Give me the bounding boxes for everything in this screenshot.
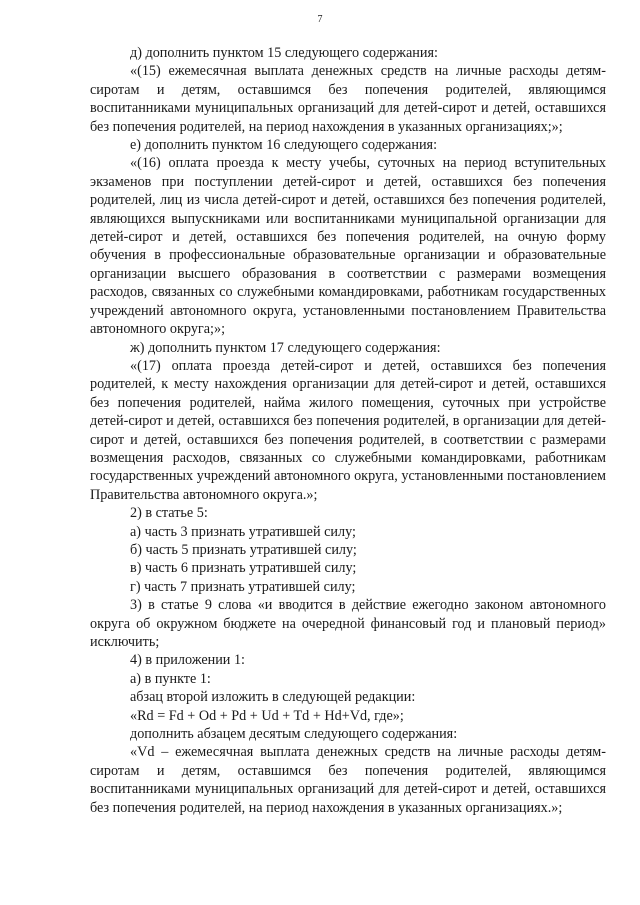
document-body xyxy=(90,44,606,817)
paragraph-tenth-abzac: дополнить абзацем десятым следующего содержания: xyxy=(130,726,458,743)
formula-rd: «Rd = Fd + Od + Pd + Ud + Td + Hd+Vd, где»; xyxy=(130,707,404,724)
paragraph-part-6: в) часть 6 признать утратившей силу; xyxy=(130,560,357,577)
paragraph-item-zh: ж) дополнить пунктом 17 следующего содержания: xyxy=(130,339,441,356)
paragraph-part-7: г) часть 7 признать утратившей силу; xyxy=(130,578,356,595)
page-number: 7 xyxy=(317,14,323,25)
paragraph-part-5: б) часть 5 признать утратившей силу; xyxy=(130,541,357,558)
paragraph-second-abzac: абзац второй изложить в следующей редакции: xyxy=(130,689,416,706)
paragraph-point-16: «(16) оплата проезда к месту учебы, суточных на период вступительных экзаменов при поступлении детей-сирот и детей, оставшихся без попечения родителей, лиц из числа детей-сирот и детей, оставшихся без попечения родителей, являющихся выпускниками или воспитанниками муниципальной организации для детей-сирот и детей, оставшихся без попечения родителей, на очную форму обучения в профессиональные образовательные организации и образовательные организации высшего образования в соответствии с размерами возмещения расходов, связанных со служебными командировками, работникам государственных учреждений автономного округа, установленными постановлением Правительства автономного округа;»; xyxy=(90,155,606,338)
paragraph-article-5: 2) в статье 5: xyxy=(130,505,208,522)
paragraph-point-1: а) в пункте 1: xyxy=(130,670,211,687)
paragraph-vd-definition: «Vd – ежемесячная выплата денежных средств на личные расходы детям-сиротам и детям, оставшимся без попечения родителей, являющимся воспитанниками муниципальных организаций для детей-сирот и детей, оставшихся без попечения родителей, на период нахождения в указанных организациях.»; xyxy=(90,744,606,816)
paragraph-article-9: 3) в статье 9 слова «и вводится в действие ежегодно законом автономного округа об окружном бюджете на очередной финансовый год и плановый период» исключить; xyxy=(90,597,606,650)
paragraph-appendix-1: 4) в приложении 1: xyxy=(130,652,245,669)
paragraph-point-17: «(17) оплата проезда детей-сирот и детей, оставшихся без попечения родителей, к месту нахождения организации для детей-сирот и детей, оставшихся без попечения родителей, найма жилого помещения, суточных при устройстве детей-сирот и детей, оставшихся без попечения родителей, в организации для детей-сирот и детей, оставшихся без попечения родителей, в соответствии с размерами возмещения расходов, связанных со служебными командировками, работникам государственных учреждений автономного округа, установленными постановлением Правительства автономного округа.»; xyxy=(90,357,606,503)
paragraph-item-d: д) дополнить пунктом 15 следующего содержания: xyxy=(130,45,438,61)
paragraph-item-e: е) дополнить пунктом 16 следующего содержания: xyxy=(130,137,438,154)
paragraph-point-15: «(15) ежемесячная выплата денежных средств на личные расходы детям-сиротам и детям, оставшимся без попечения родителей, являющимся воспитанниками муниципальных организаций для детей-сирот и детей, оставшихся без попечения родителей, на период нахождения в указанных организациях;»; xyxy=(90,63,606,135)
paragraph-part-3: а) часть 3 признать утратившей силу; xyxy=(130,523,356,540)
